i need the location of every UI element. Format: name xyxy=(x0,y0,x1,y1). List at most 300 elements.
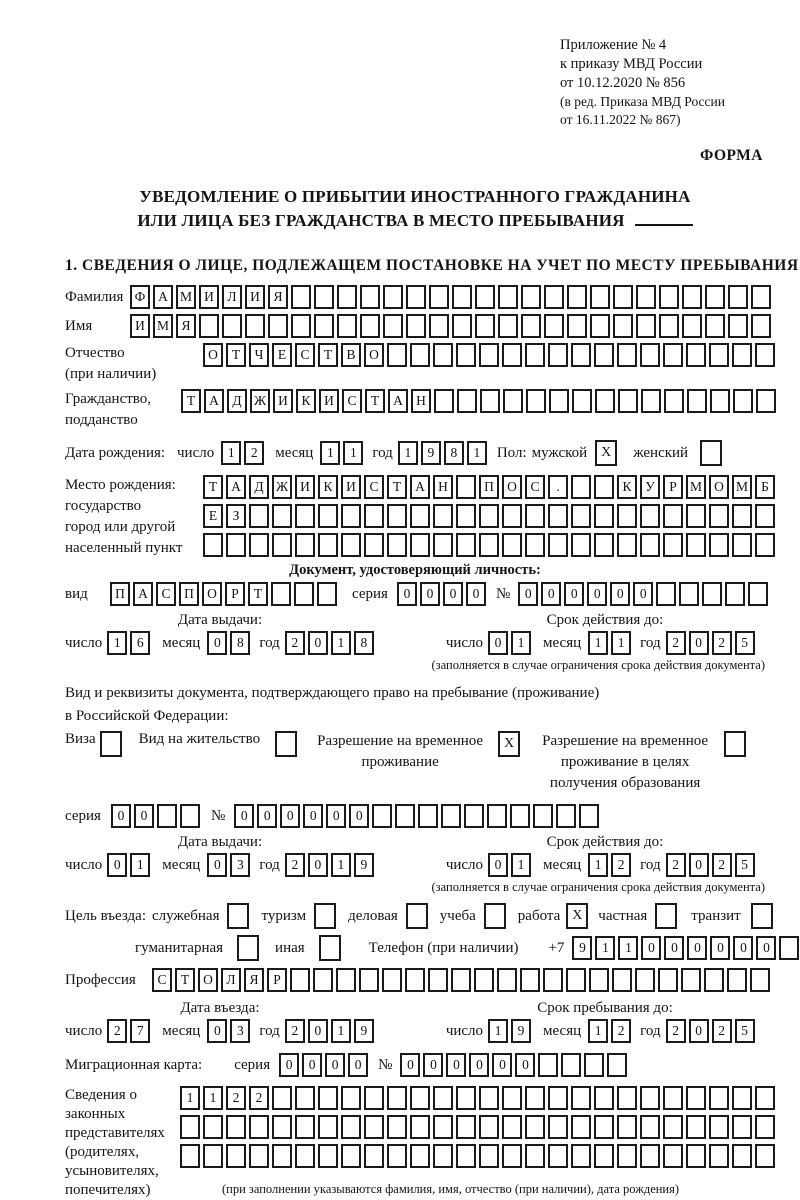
char-box[interactable] xyxy=(452,285,472,309)
char-box[interactable] xyxy=(313,968,333,992)
char-box[interactable] xyxy=(456,504,476,528)
char-box[interactable] xyxy=(525,1144,545,1168)
char-box[interactable] xyxy=(751,314,771,338)
char-box[interactable]: 0 xyxy=(280,804,300,828)
char-box[interactable]: 0 xyxy=(325,1053,345,1077)
char-box[interactable] xyxy=(341,504,361,528)
char-box[interactable]: 8 xyxy=(230,631,250,655)
char-box[interactable] xyxy=(318,1144,338,1168)
char-box[interactable] xyxy=(548,533,568,557)
char-box[interactable]: 8 xyxy=(354,631,374,655)
char-box[interactable]: Т xyxy=(181,389,201,413)
char-box[interactable]: Е xyxy=(272,343,292,367)
char-box[interactable]: 0 xyxy=(488,853,508,877)
char-box[interactable] xyxy=(548,504,568,528)
char-box[interactable]: С xyxy=(364,475,384,499)
char-box[interactable]: Ж xyxy=(272,475,292,499)
char-box[interactable] xyxy=(359,968,379,992)
char-box[interactable]: С xyxy=(525,475,545,499)
char-box[interactable] xyxy=(525,1086,545,1110)
char-box[interactable] xyxy=(429,285,449,309)
char-box[interactable]: А xyxy=(388,389,408,413)
char-box[interactable]: 0 xyxy=(469,1053,489,1077)
char-box[interactable]: 0 xyxy=(587,582,607,606)
char-box[interactable] xyxy=(318,1086,338,1110)
char-box[interactable]: 0 xyxy=(207,853,227,877)
char-box[interactable] xyxy=(383,314,403,338)
char-box[interactable] xyxy=(291,285,311,309)
char-box[interactable] xyxy=(364,504,384,528)
char-box[interactable]: 0 xyxy=(420,582,440,606)
char-box[interactable]: 1 xyxy=(588,853,608,877)
char-box[interactable]: А xyxy=(204,389,224,413)
char-box[interactable] xyxy=(433,343,453,367)
char-box[interactable]: 1 xyxy=(467,441,487,465)
char-box[interactable] xyxy=(543,968,563,992)
char-box[interactable] xyxy=(364,1086,384,1110)
purpose-study-checkbox[interactable] xyxy=(484,903,506,929)
char-box[interactable]: 0 xyxy=(308,631,328,655)
char-box[interactable] xyxy=(479,343,499,367)
char-box[interactable]: 2 xyxy=(712,1019,732,1043)
char-box[interactable] xyxy=(636,314,656,338)
char-box[interactable]: Т xyxy=(248,582,268,606)
char-box[interactable]: 5 xyxy=(735,1019,755,1043)
char-box[interactable] xyxy=(222,314,242,338)
char-box[interactable] xyxy=(479,504,499,528)
char-box[interactable]: Т xyxy=(365,389,385,413)
char-box[interactable] xyxy=(571,343,591,367)
char-box[interactable] xyxy=(249,1144,269,1168)
char-box[interactable] xyxy=(337,314,357,338)
char-box[interactable]: 2 xyxy=(285,1019,305,1043)
char-box[interactable] xyxy=(364,533,384,557)
char-box[interactable] xyxy=(709,1086,729,1110)
char-box[interactable]: М xyxy=(176,285,196,309)
char-box[interactable] xyxy=(567,314,587,338)
char-box[interactable] xyxy=(203,533,223,557)
char-box[interactable] xyxy=(295,504,315,528)
char-box[interactable]: Ф xyxy=(130,285,150,309)
char-box[interactable] xyxy=(686,1086,706,1110)
char-box[interactable] xyxy=(429,314,449,338)
char-box[interactable] xyxy=(364,1144,384,1168)
char-box[interactable] xyxy=(571,1115,591,1139)
char-box[interactable]: Н xyxy=(433,475,453,499)
char-box[interactable] xyxy=(502,1144,522,1168)
char-box[interactable]: 0 xyxy=(689,631,709,655)
char-box[interactable] xyxy=(732,1086,752,1110)
char-box[interactable]: 1 xyxy=(107,631,127,655)
char-box[interactable] xyxy=(709,1144,729,1168)
char-box[interactable]: 0 xyxy=(348,1053,368,1077)
char-box[interactable] xyxy=(268,314,288,338)
char-box[interactable] xyxy=(451,968,471,992)
char-box[interactable] xyxy=(571,1086,591,1110)
char-box[interactable]: П xyxy=(110,582,130,606)
char-box[interactable] xyxy=(498,314,518,338)
char-box[interactable] xyxy=(617,1086,637,1110)
char-box[interactable] xyxy=(594,1115,614,1139)
char-box[interactable]: 1 xyxy=(331,853,351,877)
char-box[interactable] xyxy=(686,533,706,557)
char-box[interactable] xyxy=(341,1086,361,1110)
char-box[interactable]: 0 xyxy=(423,1053,443,1077)
char-box[interactable]: 1 xyxy=(180,1086,200,1110)
char-box[interactable] xyxy=(617,1115,637,1139)
char-box[interactable] xyxy=(732,1144,752,1168)
char-box[interactable] xyxy=(571,533,591,557)
char-box[interactable] xyxy=(395,804,415,828)
char-box[interactable]: 0 xyxy=(397,582,417,606)
char-box[interactable] xyxy=(544,285,564,309)
char-box[interactable] xyxy=(571,1144,591,1168)
char-box[interactable]: 2 xyxy=(611,853,631,877)
char-box[interactable]: 1 xyxy=(511,853,531,877)
char-box[interactable]: 2 xyxy=(712,853,732,877)
purpose-commercial-checkbox[interactable] xyxy=(406,903,428,929)
char-box[interactable] xyxy=(180,1115,200,1139)
temp-residence-checkbox[interactable]: X xyxy=(498,731,520,757)
char-box[interactable] xyxy=(613,314,633,338)
char-box[interactable] xyxy=(474,968,494,992)
char-box[interactable]: О xyxy=(364,343,384,367)
char-box[interactable]: Я xyxy=(268,285,288,309)
char-box[interactable] xyxy=(617,504,637,528)
char-box[interactable] xyxy=(180,804,200,828)
char-box[interactable] xyxy=(475,314,495,338)
char-box[interactable]: 1 xyxy=(221,441,241,465)
char-box[interactable]: А xyxy=(226,475,246,499)
char-box[interactable]: И xyxy=(341,475,361,499)
char-box[interactable]: 0 xyxy=(756,936,776,960)
char-box[interactable] xyxy=(525,343,545,367)
char-box[interactable] xyxy=(295,1086,315,1110)
char-box[interactable]: 0 xyxy=(541,582,561,606)
char-box[interactable] xyxy=(480,389,500,413)
char-box[interactable] xyxy=(566,968,586,992)
char-box[interactable] xyxy=(456,533,476,557)
char-box[interactable] xyxy=(686,504,706,528)
char-box[interactable]: Т xyxy=(226,343,246,367)
char-box[interactable] xyxy=(779,936,799,960)
char-box[interactable]: 1 xyxy=(511,631,531,655)
char-box[interactable] xyxy=(681,968,701,992)
char-box[interactable]: 0 xyxy=(257,804,277,828)
char-box[interactable]: О xyxy=(198,968,218,992)
char-box[interactable] xyxy=(318,504,338,528)
char-box[interactable] xyxy=(294,582,314,606)
char-box[interactable]: С xyxy=(152,968,172,992)
char-box[interactable] xyxy=(318,1115,338,1139)
char-box[interactable] xyxy=(640,1115,660,1139)
char-box[interactable] xyxy=(538,1053,558,1077)
char-box[interactable] xyxy=(687,389,707,413)
char-box[interactable]: Л xyxy=(222,285,242,309)
char-box[interactable]: 0 xyxy=(689,1019,709,1043)
char-box[interactable] xyxy=(410,533,430,557)
char-box[interactable]: 0 xyxy=(107,853,127,877)
char-box[interactable] xyxy=(664,389,684,413)
char-box[interactable] xyxy=(705,314,725,338)
char-box[interactable]: 0 xyxy=(689,853,709,877)
char-box[interactable] xyxy=(410,504,430,528)
char-box[interactable]: 9 xyxy=(572,936,592,960)
char-box[interactable]: 1 xyxy=(331,1019,351,1043)
char-box[interactable] xyxy=(387,343,407,367)
char-box[interactable] xyxy=(579,804,599,828)
char-box[interactable]: И xyxy=(273,389,293,413)
char-box[interactable] xyxy=(641,389,661,413)
char-box[interactable] xyxy=(590,285,610,309)
char-box[interactable]: Р xyxy=(663,475,683,499)
char-box[interactable] xyxy=(704,968,724,992)
char-box[interactable] xyxy=(594,1144,614,1168)
char-box[interactable] xyxy=(226,1144,246,1168)
char-box[interactable]: 0 xyxy=(443,582,463,606)
char-box[interactable]: У xyxy=(640,475,660,499)
char-box[interactable]: М xyxy=(686,475,706,499)
char-box[interactable] xyxy=(756,389,776,413)
char-box[interactable]: 2 xyxy=(666,631,686,655)
char-box[interactable]: 2 xyxy=(107,1019,127,1043)
char-box[interactable] xyxy=(360,314,380,338)
purpose-work-checkbox[interactable]: X xyxy=(566,903,588,929)
char-box[interactable]: И xyxy=(199,285,219,309)
char-box[interactable] xyxy=(456,1115,476,1139)
char-box[interactable] xyxy=(733,389,753,413)
char-box[interactable]: 9 xyxy=(354,853,374,877)
char-box[interactable] xyxy=(272,504,292,528)
char-box[interactable]: К xyxy=(296,389,316,413)
female-checkbox[interactable] xyxy=(700,440,722,466)
char-box[interactable] xyxy=(755,1086,775,1110)
char-box[interactable]: 1 xyxy=(203,1086,223,1110)
purpose-tourism-checkbox[interactable] xyxy=(314,903,336,929)
char-box[interactable] xyxy=(607,1053,627,1077)
char-box[interactable] xyxy=(502,343,522,367)
char-box[interactable]: А xyxy=(153,285,173,309)
char-box[interactable] xyxy=(526,389,546,413)
char-box[interactable] xyxy=(433,533,453,557)
char-box[interactable] xyxy=(317,582,337,606)
char-box[interactable]: 1 xyxy=(130,853,150,877)
char-box[interactable] xyxy=(755,504,775,528)
char-box[interactable]: Ж xyxy=(250,389,270,413)
char-box[interactable] xyxy=(382,968,402,992)
char-box[interactable] xyxy=(755,343,775,367)
char-box[interactable] xyxy=(498,285,518,309)
char-box[interactable] xyxy=(612,968,632,992)
char-box[interactable] xyxy=(618,389,638,413)
char-box[interactable] xyxy=(272,1115,292,1139)
char-box[interactable]: 0 xyxy=(610,582,630,606)
char-box[interactable] xyxy=(533,804,553,828)
temp-residence-edu-checkbox[interactable] xyxy=(724,731,746,757)
title-blank-line[interactable] xyxy=(635,210,693,226)
char-box[interactable] xyxy=(594,475,614,499)
char-box[interactable]: А xyxy=(410,475,430,499)
char-box[interactable]: Л xyxy=(221,968,241,992)
char-box[interactable]: 0 xyxy=(111,804,131,828)
char-box[interactable] xyxy=(679,582,699,606)
char-box[interactable] xyxy=(725,582,745,606)
char-box[interactable] xyxy=(520,968,540,992)
char-box[interactable]: 6 xyxy=(130,631,150,655)
char-box[interactable] xyxy=(548,1115,568,1139)
char-box[interactable] xyxy=(525,504,545,528)
char-box[interactable] xyxy=(594,343,614,367)
char-box[interactable] xyxy=(272,1144,292,1168)
char-box[interactable]: 0 xyxy=(234,804,254,828)
char-box[interactable]: А xyxy=(133,582,153,606)
char-box[interactable] xyxy=(199,314,219,338)
char-box[interactable]: 3 xyxy=(230,1019,250,1043)
char-box[interactable] xyxy=(613,285,633,309)
char-box[interactable]: Д xyxy=(227,389,247,413)
char-box[interactable]: 1 xyxy=(618,936,638,960)
char-box[interactable]: П xyxy=(479,475,499,499)
visa-checkbox[interactable] xyxy=(100,731,122,757)
char-box[interactable] xyxy=(452,314,472,338)
char-box[interactable]: 9 xyxy=(421,441,441,465)
char-box[interactable]: Я xyxy=(244,968,264,992)
char-box[interactable] xyxy=(686,1144,706,1168)
char-box[interactable]: 2 xyxy=(249,1086,269,1110)
char-box[interactable] xyxy=(748,582,768,606)
char-box[interactable] xyxy=(428,968,448,992)
char-box[interactable] xyxy=(617,343,637,367)
purpose-transit-checkbox[interactable] xyxy=(751,903,773,929)
char-box[interactable] xyxy=(663,504,683,528)
char-box[interactable] xyxy=(556,804,576,828)
char-box[interactable]: 7 xyxy=(130,1019,150,1043)
char-box[interactable] xyxy=(410,1144,430,1168)
char-box[interactable] xyxy=(640,533,660,557)
char-box[interactable]: О xyxy=(202,582,222,606)
char-box[interactable] xyxy=(383,285,403,309)
char-box[interactable] xyxy=(456,343,476,367)
char-box[interactable] xyxy=(571,475,591,499)
char-box[interactable] xyxy=(497,968,517,992)
char-box[interactable] xyxy=(548,1086,568,1110)
char-box[interactable]: 3 xyxy=(230,853,250,877)
char-box[interactable] xyxy=(341,533,361,557)
char-box[interactable]: Я xyxy=(176,314,196,338)
char-box[interactable]: 0 xyxy=(687,936,707,960)
char-box[interactable]: С xyxy=(156,582,176,606)
char-box[interactable] xyxy=(502,504,522,528)
char-box[interactable] xyxy=(249,1115,269,1139)
char-box[interactable] xyxy=(479,1144,499,1168)
char-box[interactable] xyxy=(663,1086,683,1110)
char-box[interactable]: 0 xyxy=(488,631,508,655)
char-box[interactable] xyxy=(479,1115,499,1139)
char-box[interactable] xyxy=(595,389,615,413)
char-box[interactable]: 0 xyxy=(733,936,753,960)
char-box[interactable]: О xyxy=(203,343,223,367)
char-box[interactable] xyxy=(663,1144,683,1168)
char-box[interactable] xyxy=(521,314,541,338)
char-box[interactable] xyxy=(663,1115,683,1139)
char-box[interactable]: Е xyxy=(203,504,223,528)
char-box[interactable] xyxy=(728,285,748,309)
char-box[interactable] xyxy=(456,1144,476,1168)
char-box[interactable]: 0 xyxy=(641,936,661,960)
char-box[interactable] xyxy=(272,1086,292,1110)
char-box[interactable]: О xyxy=(709,475,729,499)
char-box[interactable] xyxy=(372,804,392,828)
char-box[interactable] xyxy=(732,504,752,528)
char-box[interactable] xyxy=(636,285,656,309)
char-box[interactable] xyxy=(464,804,484,828)
char-box[interactable] xyxy=(732,343,752,367)
char-box[interactable]: 1 xyxy=(331,631,351,655)
char-box[interactable] xyxy=(561,1053,581,1077)
char-box[interactable]: 0 xyxy=(279,1053,299,1077)
char-box[interactable] xyxy=(705,285,725,309)
char-box[interactable] xyxy=(295,1115,315,1139)
char-box[interactable]: 2 xyxy=(712,631,732,655)
char-box[interactable]: 0 xyxy=(446,1053,466,1077)
char-box[interactable] xyxy=(387,1144,407,1168)
char-box[interactable]: К xyxy=(318,475,338,499)
char-box[interactable]: 2 xyxy=(226,1086,246,1110)
char-box[interactable]: Р xyxy=(225,582,245,606)
char-box[interactable] xyxy=(702,582,722,606)
char-box[interactable]: 2 xyxy=(244,441,264,465)
char-box[interactable]: К xyxy=(617,475,637,499)
char-box[interactable]: 1 xyxy=(588,631,608,655)
char-box[interactable]: Д xyxy=(249,475,269,499)
char-box[interactable]: 9 xyxy=(511,1019,531,1043)
char-box[interactable] xyxy=(406,314,426,338)
char-box[interactable]: Ч xyxy=(249,343,269,367)
char-box[interactable] xyxy=(710,389,730,413)
char-box[interactable] xyxy=(406,285,426,309)
char-box[interactable]: 1 xyxy=(398,441,418,465)
char-box[interactable] xyxy=(249,533,269,557)
char-box[interactable] xyxy=(589,968,609,992)
char-box[interactable] xyxy=(590,314,610,338)
char-box[interactable]: 0 xyxy=(633,582,653,606)
char-box[interactable]: 0 xyxy=(303,804,323,828)
char-box[interactable] xyxy=(337,285,357,309)
char-box[interactable]: Т xyxy=(175,968,195,992)
char-box[interactable]: 2 xyxy=(666,1019,686,1043)
char-box[interactable] xyxy=(203,1144,223,1168)
char-box[interactable] xyxy=(272,533,292,557)
char-box[interactable] xyxy=(475,285,495,309)
char-box[interactable] xyxy=(290,968,310,992)
char-box[interactable] xyxy=(640,504,660,528)
char-box[interactable] xyxy=(410,1086,430,1110)
char-box[interactable]: 0 xyxy=(207,631,227,655)
char-box[interactable] xyxy=(640,1144,660,1168)
char-box[interactable] xyxy=(617,1144,637,1168)
char-box[interactable] xyxy=(157,804,177,828)
char-box[interactable] xyxy=(434,389,454,413)
char-box[interactable] xyxy=(659,285,679,309)
char-box[interactable]: С xyxy=(342,389,362,413)
char-box[interactable] xyxy=(549,389,569,413)
char-box[interactable]: Т xyxy=(318,343,338,367)
residence-permit-checkbox[interactable] xyxy=(275,731,297,757)
char-box[interactable] xyxy=(659,314,679,338)
char-box[interactable]: 5 xyxy=(735,853,755,877)
char-box[interactable] xyxy=(503,389,523,413)
char-box[interactable] xyxy=(732,533,752,557)
